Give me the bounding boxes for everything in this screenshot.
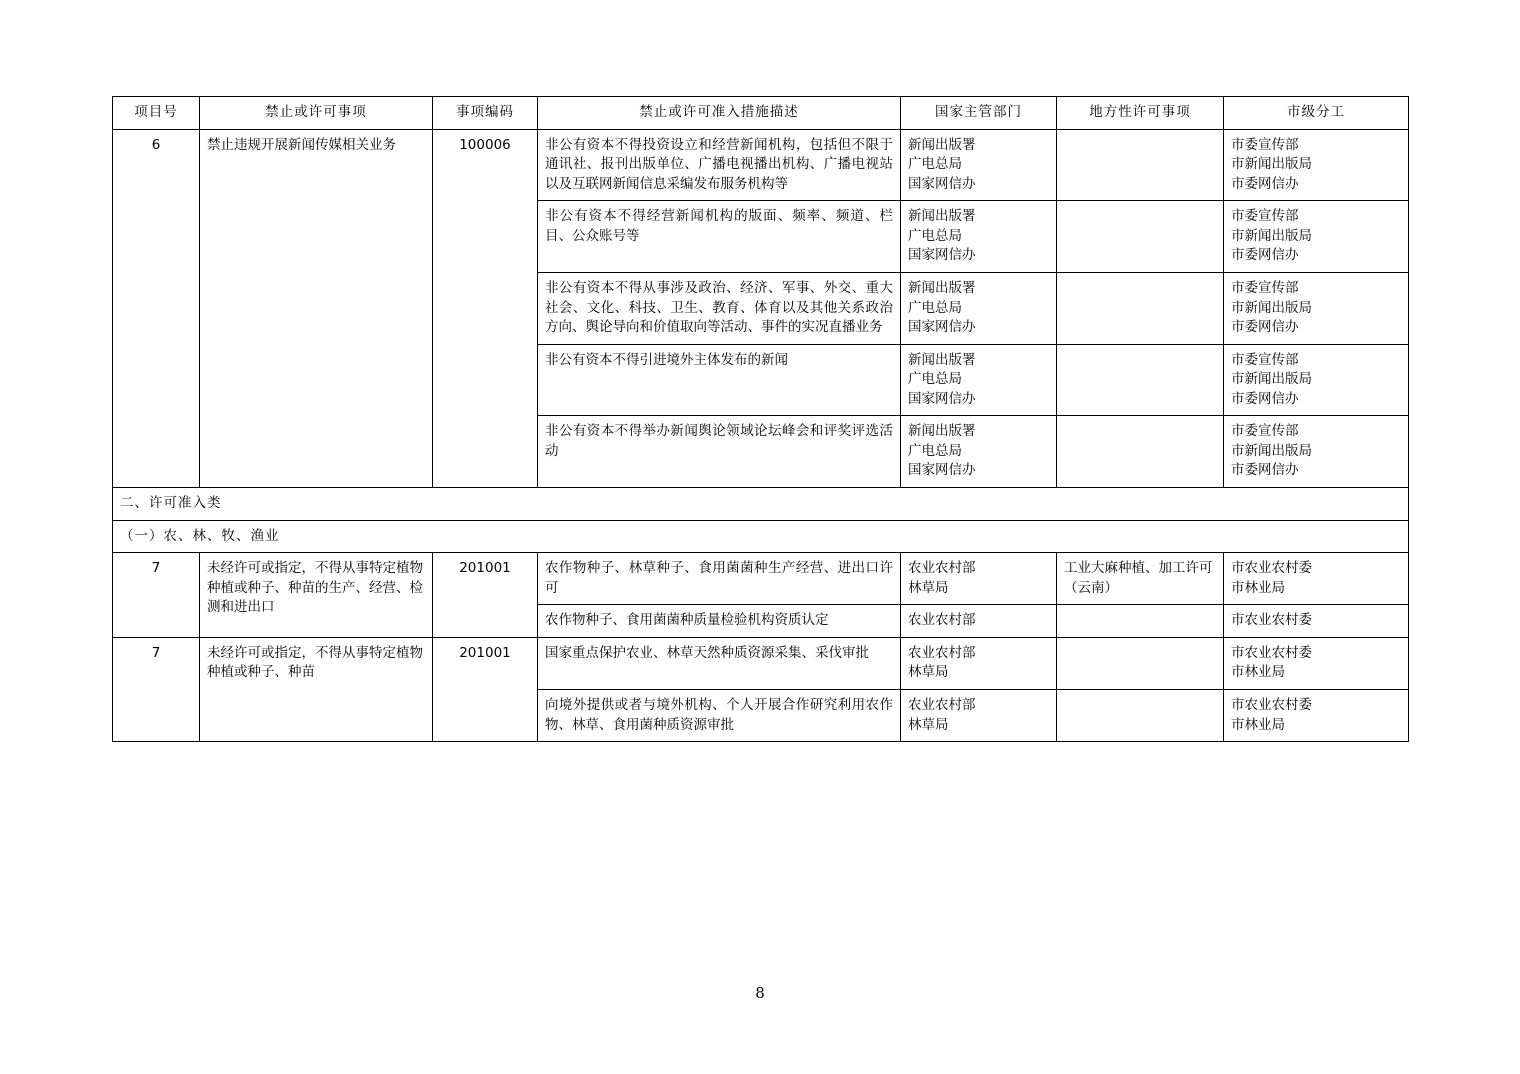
table-header-row <box>113 97 1409 130</box>
cell-prohibited-or-permitted-item: 未经许可或指定，不得从事特定植物种植或种子、种苗 <box>200 637 433 741</box>
cell-measure-description: 向境外提供或者与境外机构、个人开展合作研究利用农作物、林草、食用菌种质资源审批 <box>538 689 901 741</box>
cell-national-authority: 农业农村部 <box>901 605 1057 638</box>
th-measure-description: 禁止或许可准入措施描述 <box>538 97 901 130</box>
cell-city-level-division: 市委宣传部 市新闻出版局 市委网信办 <box>1224 129 1409 201</box>
section-title: （一）农、林、牧、渔业 <box>113 520 1409 553</box>
access-list-table <box>112 96 1409 742</box>
cell-local-permit-item <box>1057 272 1224 344</box>
cell-city-level-division: 市委宣传部 市新闻出版局 市委网信办 <box>1224 416 1409 488</box>
cell-item-code: 100006 <box>433 129 538 487</box>
cell-national-authority: 新闻出版署 广电总局 国家网信办 <box>901 129 1057 201</box>
cell-local-permit-item <box>1057 605 1224 638</box>
cell-measure-description: 非公有资本不得从事涉及政治、经济、军事、外交、重大社会、文化、科技、卫生、教育、体育以及其他关系政治方向、舆论导向和价值取向等活动、事件的实况直播业务 <box>538 272 901 344</box>
cell-measure-description: 农作物种子、林草种子、食用菌菌种生产经营、进出口许可 <box>538 553 901 605</box>
cell-national-authority: 新闻出版署 广电总局 国家网信办 <box>901 201 1057 273</box>
cell-city-level-division: 市农业农村委 市林业局 <box>1224 689 1409 741</box>
cell-city-level-division: 市委宣传部 市新闻出版局 市委网信办 <box>1224 344 1409 416</box>
cell-city-level-division: 市委宣传部 市新闻出版局 市委网信办 <box>1224 272 1409 344</box>
section-title: 二、许可准入类 <box>113 488 1409 521</box>
cell-project-number: 7 <box>113 637 200 741</box>
table-body <box>113 129 1409 742</box>
cell-measure-description: 国家重点保护农业、林草天然种质资源采集、采伐审批 <box>538 637 901 689</box>
cell-prohibited-or-permitted-item: 禁止违规开展新闻传媒相关业务 <box>200 129 433 487</box>
th-national-authority: 国家主管部门 <box>901 97 1057 130</box>
cell-local-permit-item: 工业大麻种植、加工许可（云南） <box>1057 553 1224 605</box>
cell-national-authority: 农业农村部 林草局 <box>901 637 1057 689</box>
table-row <box>113 553 1409 605</box>
table-row <box>113 637 1409 689</box>
cell-national-authority: 新闻出版署 广电总局 国家网信办 <box>901 344 1057 416</box>
cell-project-number: 6 <box>113 129 200 487</box>
table-row <box>113 129 1409 201</box>
cell-measure-description: 非公有资本不得引进境外主体发布的新闻 <box>538 344 901 416</box>
cell-measure-description: 农作物种子、食用菌菌种质量检验机构资质认定 <box>538 605 901 638</box>
cell-city-level-division: 市农业农村委 市林业局 <box>1224 637 1409 689</box>
th-local-permit-item: 地方性许可事项 <box>1057 97 1224 130</box>
cell-national-authority: 农业农村部 林草局 <box>901 553 1057 605</box>
cell-national-authority: 新闻出版署 广电总局 国家网信办 <box>901 272 1057 344</box>
cell-national-authority: 农业农村部 林草局 <box>901 689 1057 741</box>
th-city-level-division: 市级分工 <box>1224 97 1409 130</box>
cell-city-level-division: 市委宣传部 市新闻出版局 市委网信办 <box>1224 201 1409 273</box>
cell-measure-description: 非公有资本不得举办新闻舆论领域论坛峰会和评奖评选活动 <box>538 416 901 488</box>
cell-measure-description: 非公有资本不得经营新闻机构的版面、频率、频道、栏目、公众账号等 <box>538 201 901 273</box>
cell-item-code: 201001 <box>433 553 538 638</box>
page-number: 8 <box>755 984 765 1002</box>
cell-item-code: 201001 <box>433 637 538 741</box>
cell-measure-description: 非公有资本不得投资设立和经营新闻机构，包括但不限于通讯社、报刊出版单位、广播电视播出机构、广播电视站以及互联网新闻信息采编发布服务机构等 <box>538 129 901 201</box>
th-prohibited-or-permitted-item: 禁止或许可事项 <box>200 97 433 130</box>
cell-local-permit-item <box>1057 416 1224 488</box>
section-row <box>113 520 1409 553</box>
th-item-code: 事项编码 <box>433 97 538 130</box>
cell-local-permit-item <box>1057 129 1224 201</box>
cell-local-permit-item <box>1057 637 1224 689</box>
cell-project-number: 7 <box>113 553 200 638</box>
th-project-number: 项目号 <box>113 97 200 130</box>
section-row <box>113 488 1409 521</box>
cell-city-level-division: 市农业农村委 <box>1224 605 1409 638</box>
table-header <box>113 97 1409 130</box>
cell-local-permit-item <box>1057 344 1224 416</box>
cell-city-level-division: 市农业农村委 市林业局 <box>1224 553 1409 605</box>
cell-local-permit-item <box>1057 689 1224 741</box>
cell-local-permit-item <box>1057 201 1224 273</box>
cell-national-authority: 新闻出版署 广电总局 国家网信办 <box>901 416 1057 488</box>
cell-prohibited-or-permitted-item: 未经许可或指定，不得从事特定植物种植或种子、种苗的生产、经营、检测和进出口 <box>200 553 433 638</box>
